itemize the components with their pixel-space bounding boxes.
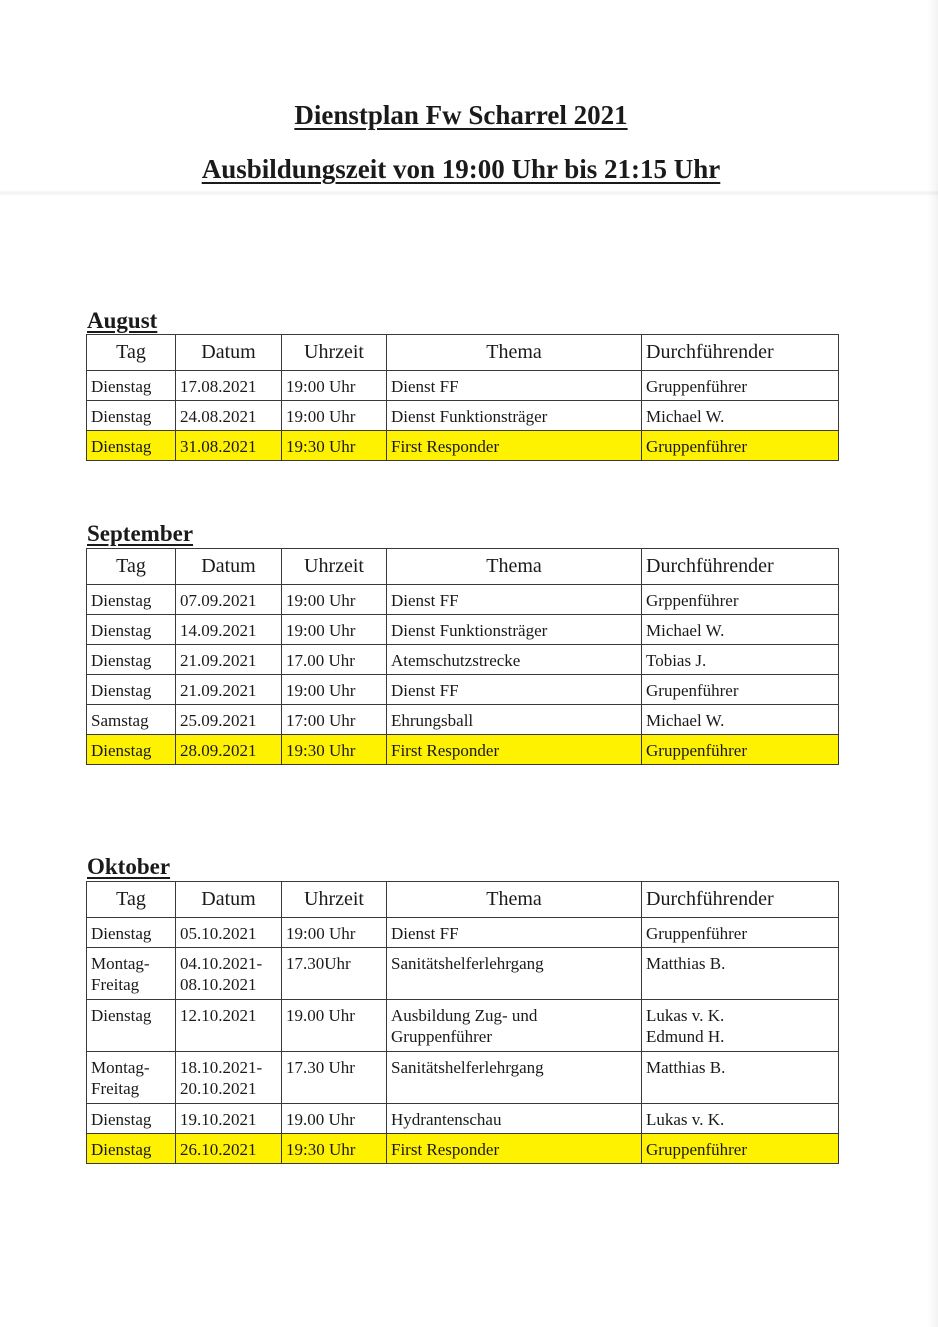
table-row xyxy=(87,585,839,615)
cell-durchfuehrender-text: Gruppenführer xyxy=(646,1140,748,1159)
cell-tag xyxy=(87,1104,176,1134)
cell-thema xyxy=(387,948,642,1000)
table-row xyxy=(87,615,839,645)
cell-datum xyxy=(176,401,282,431)
cell-datum xyxy=(176,1134,282,1164)
table-row xyxy=(87,645,839,675)
cell-thema xyxy=(387,615,642,645)
cell-thema xyxy=(387,735,642,765)
cell-thema xyxy=(387,585,642,615)
cell-durchfuehrender-text: Gruppenführer xyxy=(646,741,748,760)
cell-tag xyxy=(87,735,176,765)
cell-thema-text: Hydrantenschau xyxy=(391,1110,502,1129)
cell-durchfuehrender-text: Tobias J. xyxy=(646,651,707,670)
cell-uhrzeit xyxy=(282,948,387,1000)
cell-uhrzeit xyxy=(282,585,387,615)
cell-durchfuehrender-text: Michael W. xyxy=(646,621,725,640)
cell-datum xyxy=(176,735,282,765)
column-header-uhrzeit: Uhrzeit xyxy=(282,335,387,371)
cell-durchfuehrender-text: Gruppenführer xyxy=(646,377,748,396)
cell-uhrzeit xyxy=(282,1052,387,1104)
cell-datum-text: 04.10.2021- xyxy=(180,954,263,973)
cell-tag xyxy=(87,585,176,615)
table-row xyxy=(87,371,839,401)
cell-uhrzeit-text: 19.00 Uhr xyxy=(286,1006,355,1025)
cell-tag-text: Dienstag xyxy=(91,437,152,456)
cell-thema xyxy=(387,675,642,705)
cell-thema-text: Ausbildung Zug- und xyxy=(391,1006,538,1025)
column-header-uhrzeit: Uhrzeit xyxy=(282,549,387,585)
cell-datum-text: 26.10.2021 xyxy=(180,1140,257,1159)
cell-durchfuehrender-text: Gruppenführer xyxy=(646,437,748,456)
cell-thema-text: Dienst FF xyxy=(391,377,459,396)
cell-durchfuehrender-text: Michael W. xyxy=(646,407,725,426)
cell-durchfuehrender xyxy=(642,585,839,615)
schedule-table-september xyxy=(86,548,839,765)
cell-thema xyxy=(387,1052,642,1104)
cell-datum xyxy=(176,371,282,401)
cell-durchfuehrender-text: Edmund H. xyxy=(646,1027,725,1046)
cell-datum-text: 12.10.2021 xyxy=(180,1006,257,1025)
cell-tag xyxy=(87,401,176,431)
cell-durchfuehrender xyxy=(642,615,839,645)
cell-datum-text: 17.08.2021 xyxy=(180,377,257,396)
cell-tag-text: Dienstag xyxy=(91,651,152,670)
cell-tag-text: Dienstag xyxy=(91,407,152,426)
schedule-table-august xyxy=(86,334,839,461)
cell-datum xyxy=(176,1052,282,1104)
cell-thema-text: First Responder xyxy=(391,1140,500,1159)
cell-durchfuehrender-text: Matthias B. xyxy=(646,954,726,973)
schedule-table-oktober xyxy=(86,881,839,1164)
cell-datum xyxy=(176,1104,282,1134)
column-header-thema: Thema xyxy=(387,335,642,371)
table-row xyxy=(87,431,839,461)
table-row xyxy=(87,948,839,1000)
cell-uhrzeit xyxy=(282,431,387,461)
cell-uhrzeit-text: 17.00 Uhr xyxy=(286,651,355,670)
cell-tag xyxy=(87,948,176,1000)
column-header-uhrzeit: Uhrzeit xyxy=(282,882,387,918)
cell-thema-text: Dienst FF xyxy=(391,591,459,610)
cell-datum-text: 08.10.2021 xyxy=(180,975,257,994)
cell-uhrzeit-text: 17.30 Uhr xyxy=(286,1058,355,1077)
cell-datum-text: 21.09.2021 xyxy=(180,651,257,670)
cell-thema-text: Dienst FF xyxy=(391,924,459,943)
cell-durchfuehrender-text: Gruppenführer xyxy=(646,924,748,943)
cell-uhrzeit-text: 19:00 Uhr xyxy=(286,621,356,640)
table-row xyxy=(87,1000,839,1052)
cell-uhrzeit xyxy=(282,615,387,645)
cell-thema xyxy=(387,645,642,675)
cell-datum xyxy=(176,645,282,675)
cell-tag xyxy=(87,675,176,705)
month-heading-oktober: Oktober xyxy=(87,854,171,879)
cell-thema-text: First Responder xyxy=(391,437,500,456)
cell-datum-text: 19.10.2021 xyxy=(180,1110,257,1129)
cell-durchfuehrender xyxy=(642,705,839,735)
cell-datum-text: 28.09.2021 xyxy=(180,741,257,760)
scan-artifact-edge xyxy=(928,0,938,1327)
cell-tag xyxy=(87,645,176,675)
table-header-row xyxy=(87,549,839,585)
cell-uhrzeit xyxy=(282,735,387,765)
cell-uhrzeit xyxy=(282,1104,387,1134)
column-header-durchfuehrender: Durchführender xyxy=(642,549,839,585)
cell-tag-text: Dienstag xyxy=(91,681,152,700)
cell-datum-text: 31.08.2021 xyxy=(180,437,257,456)
cell-durchfuehrender-text: Grppenführer xyxy=(646,591,739,610)
cell-datum-text: 24.08.2021 xyxy=(180,407,257,426)
cell-thema-text: Atemschutzstrecke xyxy=(391,651,521,670)
column-header-datum: Datum xyxy=(176,882,282,918)
cell-durchfuehrender-text: Matthias B. xyxy=(646,1058,726,1077)
cell-uhrzeit xyxy=(282,1134,387,1164)
cell-durchfuehrender xyxy=(642,1104,839,1134)
cell-durchfuehrender xyxy=(642,371,839,401)
cell-tag xyxy=(87,615,176,645)
cell-datum xyxy=(176,615,282,645)
cell-tag-text: Montag- xyxy=(91,1058,150,1077)
cell-tag-text: Dienstag xyxy=(91,924,152,943)
cell-thema-text: Dienst Funktionsträger xyxy=(391,621,548,640)
page-subtitle: Ausbildungszeit von 19:00 Uhr bis 21:15 Uhr xyxy=(201,154,721,184)
cell-tag xyxy=(87,918,176,948)
cell-uhrzeit-text: 19:00 Uhr xyxy=(286,681,356,700)
table-row xyxy=(87,1104,839,1134)
cell-durchfuehrender xyxy=(642,948,839,1000)
cell-tag-text: Dienstag xyxy=(91,591,152,610)
cell-tag xyxy=(87,431,176,461)
cell-tag-text: Dienstag xyxy=(91,1110,152,1129)
cell-uhrzeit-text: 19:00 Uhr xyxy=(286,407,356,426)
table-row xyxy=(87,1134,839,1164)
column-header-tag: Tag xyxy=(87,335,176,371)
cell-uhrzeit xyxy=(282,645,387,675)
table-row xyxy=(87,401,839,431)
table-row xyxy=(87,918,839,948)
table-body xyxy=(87,918,839,1164)
cell-datum-text: 05.10.2021 xyxy=(180,924,257,943)
cell-datum xyxy=(176,918,282,948)
cell-datum xyxy=(176,705,282,735)
column-header-durchfuehrender: Durchführender xyxy=(642,335,839,371)
table-body xyxy=(87,371,839,461)
cell-uhrzeit-text: 19.00 Uhr xyxy=(286,1110,355,1129)
cell-datum-text: 14.09.2021 xyxy=(180,621,257,640)
cell-durchfuehrender xyxy=(642,675,839,705)
cell-thema xyxy=(387,1134,642,1164)
table-row xyxy=(87,1052,839,1104)
cell-thema-text: First Responder xyxy=(391,741,500,760)
cell-thema xyxy=(387,918,642,948)
column-header-thema: Thema xyxy=(387,549,642,585)
cell-thema xyxy=(387,401,642,431)
cell-tag-text: Dienstag xyxy=(91,1006,152,1025)
cell-datum xyxy=(176,1000,282,1052)
cell-tag xyxy=(87,371,176,401)
column-header-durchfuehrender: Durchführender xyxy=(642,882,839,918)
cell-uhrzeit xyxy=(282,401,387,431)
cell-uhrzeit-text: 19:00 Uhr xyxy=(286,377,356,396)
scan-artifact-line xyxy=(0,190,938,196)
column-header-tag: Tag xyxy=(87,882,176,918)
cell-datum-text: 18.10.2021- xyxy=(180,1058,263,1077)
column-header-datum: Datum xyxy=(176,335,282,371)
cell-uhrzeit xyxy=(282,371,387,401)
page-title: Dienstplan Fw Scharrel 2021 xyxy=(294,100,628,130)
cell-durchfuehrender-text: Grupenführer xyxy=(646,681,739,700)
cell-datum xyxy=(176,948,282,1000)
cell-datum xyxy=(176,675,282,705)
cell-uhrzeit-text: 19:00 Uhr xyxy=(286,591,356,610)
cell-durchfuehrender-text: Michael W. xyxy=(646,711,725,730)
cell-uhrzeit-text: 17.30Uhr xyxy=(286,954,351,973)
cell-thema xyxy=(387,371,642,401)
cell-uhrzeit-text: 17:00 Uhr xyxy=(286,711,356,730)
cell-uhrzeit xyxy=(282,1000,387,1052)
cell-uhrzeit xyxy=(282,675,387,705)
cell-durchfuehrender-text: Lukas v. K. xyxy=(646,1006,725,1025)
cell-tag-text: Dienstag xyxy=(91,741,152,760)
cell-uhrzeit-text: 19:30 Uhr xyxy=(286,1140,356,1159)
table-row xyxy=(87,675,839,705)
column-header-thema: Thema xyxy=(387,882,642,918)
cell-thema-text: Gruppenführer xyxy=(391,1027,493,1046)
cell-tag-text: Dienstag xyxy=(91,621,152,640)
cell-tag xyxy=(87,705,176,735)
cell-datum xyxy=(176,585,282,615)
cell-thema xyxy=(387,705,642,735)
cell-thema-text: Dienst FF xyxy=(391,681,459,700)
cell-tag xyxy=(87,1134,176,1164)
cell-thema-text: Dienst Funktionsträger xyxy=(391,407,548,426)
cell-durchfuehrender xyxy=(642,918,839,948)
cell-thema-text: Sanitätshelferlehrgang xyxy=(391,954,544,973)
table-body xyxy=(87,585,839,765)
table-row xyxy=(87,735,839,765)
cell-thema xyxy=(387,1104,642,1134)
cell-thema xyxy=(387,1000,642,1052)
cell-datum-text: 25.09.2021 xyxy=(180,711,257,730)
cell-thema-text: Sanitätshelferlehrgang xyxy=(391,1058,544,1077)
cell-thema xyxy=(387,431,642,461)
cell-durchfuehrender xyxy=(642,401,839,431)
cell-uhrzeit-text: 19:30 Uhr xyxy=(286,437,356,456)
cell-tag-text: Dienstag xyxy=(91,377,152,396)
cell-tag xyxy=(87,1000,176,1052)
cell-uhrzeit xyxy=(282,705,387,735)
cell-tag-text: Samstag xyxy=(91,711,149,730)
cell-uhrzeit-text: 19:00 Uhr xyxy=(286,924,356,943)
cell-datum-text: 21.09.2021 xyxy=(180,681,257,700)
cell-tag-text: Freitag xyxy=(91,975,140,994)
cell-tag-text: Freitag xyxy=(91,1079,140,1098)
table-row xyxy=(87,705,839,735)
cell-durchfuehrender xyxy=(642,1134,839,1164)
column-header-tag: Tag xyxy=(87,549,176,585)
cell-datum xyxy=(176,431,282,461)
cell-tag-text: Montag- xyxy=(91,954,150,973)
table-header-row xyxy=(87,335,839,371)
cell-datum-text: 07.09.2021 xyxy=(180,591,257,610)
column-header-datum: Datum xyxy=(176,549,282,585)
cell-uhrzeit xyxy=(282,918,387,948)
cell-durchfuehrender-text: Lukas v. K. xyxy=(646,1110,725,1129)
cell-durchfuehrender xyxy=(642,1052,839,1104)
cell-datum-text: 20.10.2021 xyxy=(180,1079,257,1098)
cell-durchfuehrender xyxy=(642,431,839,461)
cell-durchfuehrender xyxy=(642,645,839,675)
cell-durchfuehrender xyxy=(642,735,839,765)
cell-tag xyxy=(87,1052,176,1104)
table-header-row xyxy=(87,882,839,918)
month-heading-august: August xyxy=(87,308,158,333)
cell-thema-text: Ehrungsball xyxy=(391,711,474,730)
cell-tag-text: Dienstag xyxy=(91,1140,152,1159)
cell-durchfuehrender xyxy=(642,1000,839,1052)
month-heading-september: September xyxy=(87,521,194,546)
cell-uhrzeit-text: 19:30 Uhr xyxy=(286,741,356,760)
